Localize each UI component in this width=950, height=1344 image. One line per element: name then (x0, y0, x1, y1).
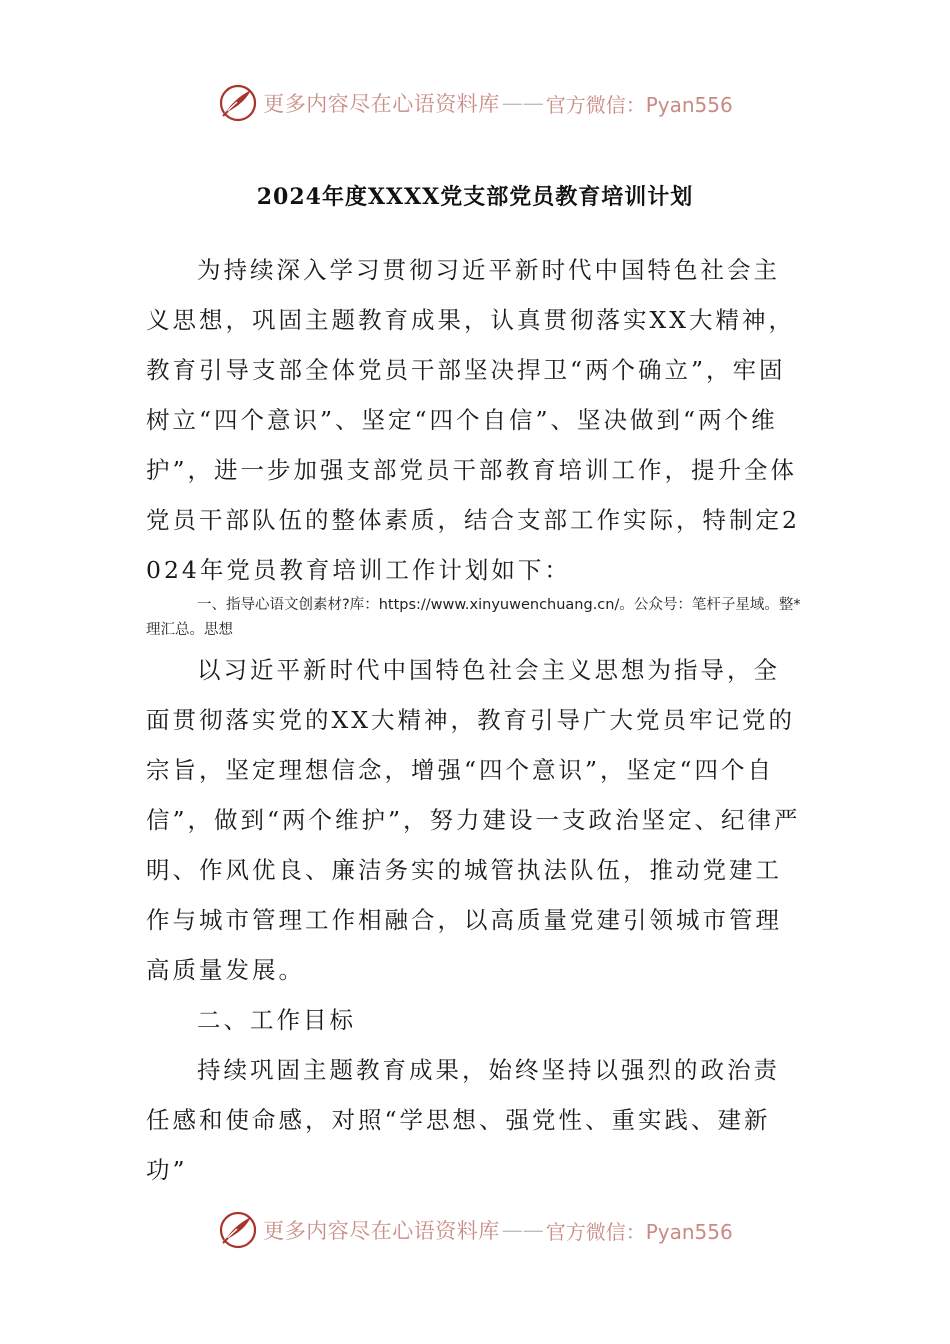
section2-heading: 二、工作目标 (197, 1006, 356, 1034)
banner-text: 更多内容尽在心语资料库 (263, 1219, 500, 1243)
banner-text: 更多内容尽在心语资料库 (263, 92, 500, 116)
header-watermark-banner (0, 80, 950, 126)
footer-watermark-banner (0, 1207, 950, 1253)
banner-separator: —— (501, 91, 544, 115)
section2-paragraph: 持续巩固主题教育成果，始终坚持以强烈的政治责任感和使命感，对照“学思想、强党性、重实践、建新功” (146, 1056, 780, 1184)
banner-separator: —— (501, 1218, 544, 1242)
intro-paragraph: 为持续深入学习贯彻习近平新时代中国特色社会主义思想，巩固主题教育成果，认真贯彻落实XX大精神，教育引导支部全体党员干部坚决捍卫“两个确立”，牢固树立“四个意识”、坚定“四个自信”、坚决做到“两个维护”，进一步加强支部党员干部教育培训工作，提升全体党员干部队伍的整体素质，结合支部工作实际，特制定2024年党员教育培训工作计划如下： (146, 256, 800, 584)
source-note: 一、指导心语文创素材?库：https://www.xinyuwenchuang.cn/。公众号：笔杆子星域。整*理汇总。思想 (146, 597, 801, 638)
section1-paragraph: 以习近平新时代中国特色社会主义思想为指导，全面贯彻落实党的XX大精神，教育引导广大党员牢记党的宗旨，坚定理想信念，增强“四个意识”，坚定“四个自信”，做到“两个维护”，努力建设一支政治坚定、纪律严明、作风优良、廉洁务实的城管执法队伍，推动党建工作与城市管理工作相融合，以高质量党建引领城市管理高质量发展。 (146, 656, 801, 984)
banner-contact: 官方微信：Pyan556 (545, 1219, 733, 1244)
document-title: 2024年度XXXX党支部党员教育培训计划 (256, 184, 694, 210)
quill-pen-logo-icon (217, 82, 259, 124)
banner-contact: 官方微信：Pyan556 (545, 92, 733, 117)
quill-pen-logo-icon (217, 1209, 259, 1251)
